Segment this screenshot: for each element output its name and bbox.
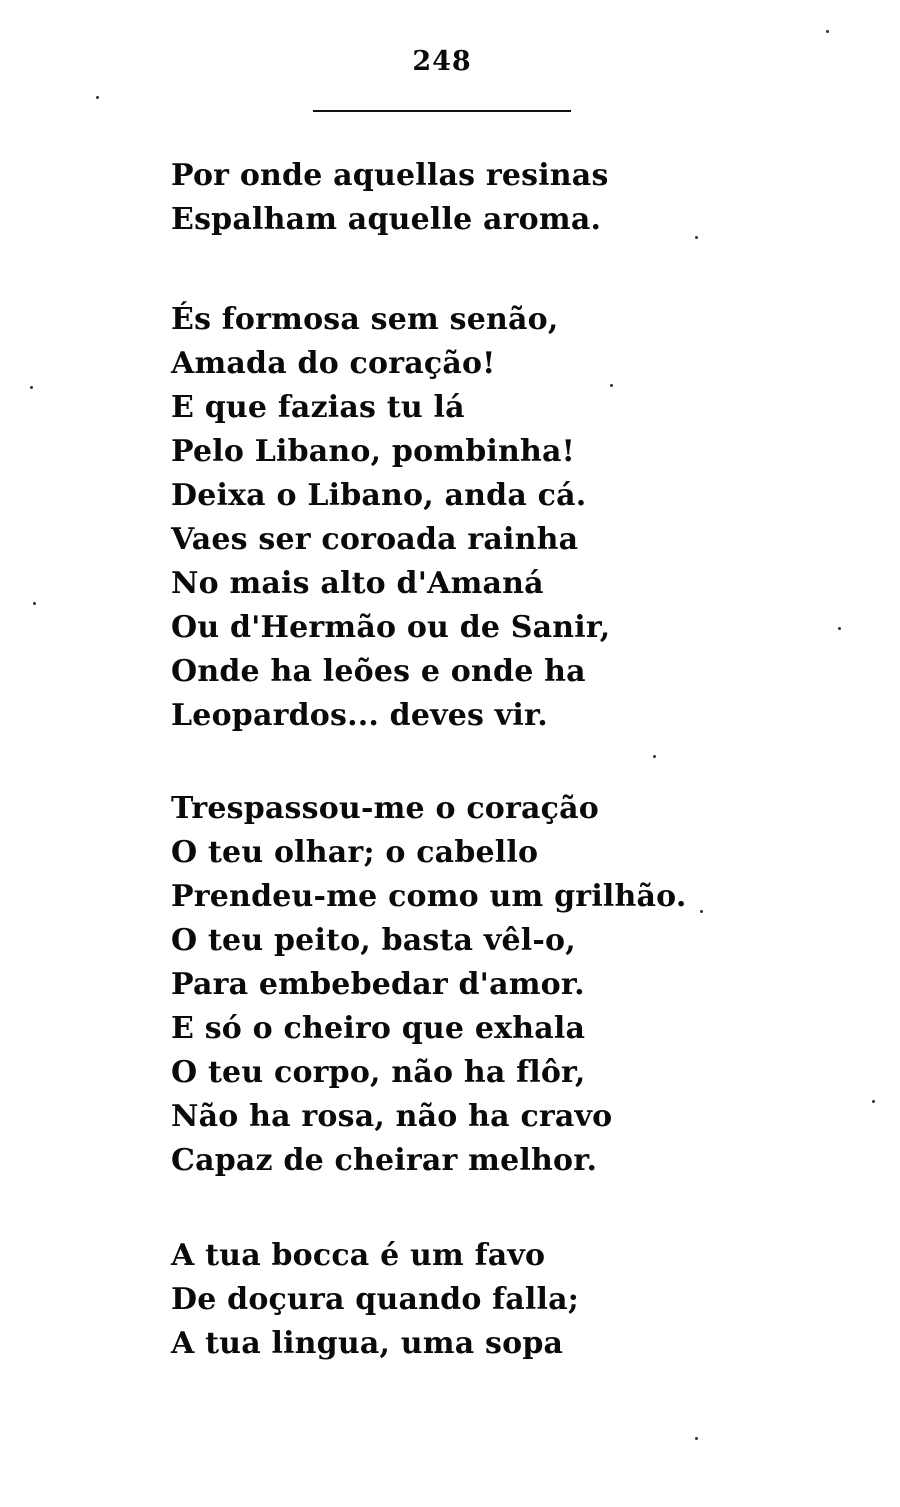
verse-line: Pelo Libano, pombinha! xyxy=(171,434,576,469)
verse-line: A tua bocca é um favo xyxy=(171,1238,546,1273)
verse-line: Onde ha leões e onde ha xyxy=(171,654,586,689)
stanza-3 xyxy=(171,787,687,1183)
verse-line: Ou d'Hermão ou de Sanir, xyxy=(171,610,611,645)
stanza-1 xyxy=(171,154,609,242)
verse-line: És formosa sem senão, xyxy=(171,302,559,337)
scan-speck xyxy=(695,236,698,239)
stanza-2 xyxy=(171,298,610,738)
verse-line: Leopardos... deves vir. xyxy=(171,698,548,733)
header-rule xyxy=(313,110,571,112)
scan-speck xyxy=(33,602,36,605)
scan-speck xyxy=(700,910,703,913)
scan-speck xyxy=(610,384,613,387)
scan-speck xyxy=(653,755,656,758)
verse-line: Amada do coração! xyxy=(171,346,496,381)
verse-line: Para embebedar d'amor. xyxy=(171,967,585,1002)
verse-line: Prendeu-me como um grilhão. xyxy=(171,879,687,914)
verse-line: A tua lingua, uma sopa xyxy=(171,1326,564,1361)
verse-line: Capaz de cheirar melhor. xyxy=(171,1143,598,1178)
verse-line: Não ha rosa, não ha cravo xyxy=(171,1099,613,1134)
verse-line: O teu corpo, não ha flôr, xyxy=(171,1055,586,1090)
scan-speck xyxy=(695,1437,698,1440)
verse-line: E só o cheiro que exhala xyxy=(171,1011,586,1046)
verse-line: E que fazias tu lá xyxy=(171,390,465,425)
scan-speck xyxy=(30,386,33,389)
verse-line: Por onde aquellas resinas xyxy=(171,158,609,193)
verse-line: O teu olhar; o cabello xyxy=(171,835,539,870)
page-number: 248 xyxy=(412,46,472,77)
scan-speck xyxy=(838,627,841,630)
scan-speck xyxy=(872,1100,875,1103)
verse-line: Vaes ser coroada rainha xyxy=(171,522,579,557)
verse-line: O teu peito, basta vêl-o, xyxy=(171,923,576,958)
verse-line: Espalham aquelle aroma. xyxy=(171,202,602,237)
verse-line: Trespassou-me o coração xyxy=(171,791,599,826)
verse-line: De doçura quando falla; xyxy=(171,1282,580,1317)
scan-speck xyxy=(826,30,829,33)
verse-line: No mais alto d'Amaná xyxy=(171,566,544,601)
stanza-4 xyxy=(171,1234,579,1366)
scan-speck xyxy=(96,96,99,99)
verse-line: Deixa o Libano, anda cá. xyxy=(171,478,587,513)
